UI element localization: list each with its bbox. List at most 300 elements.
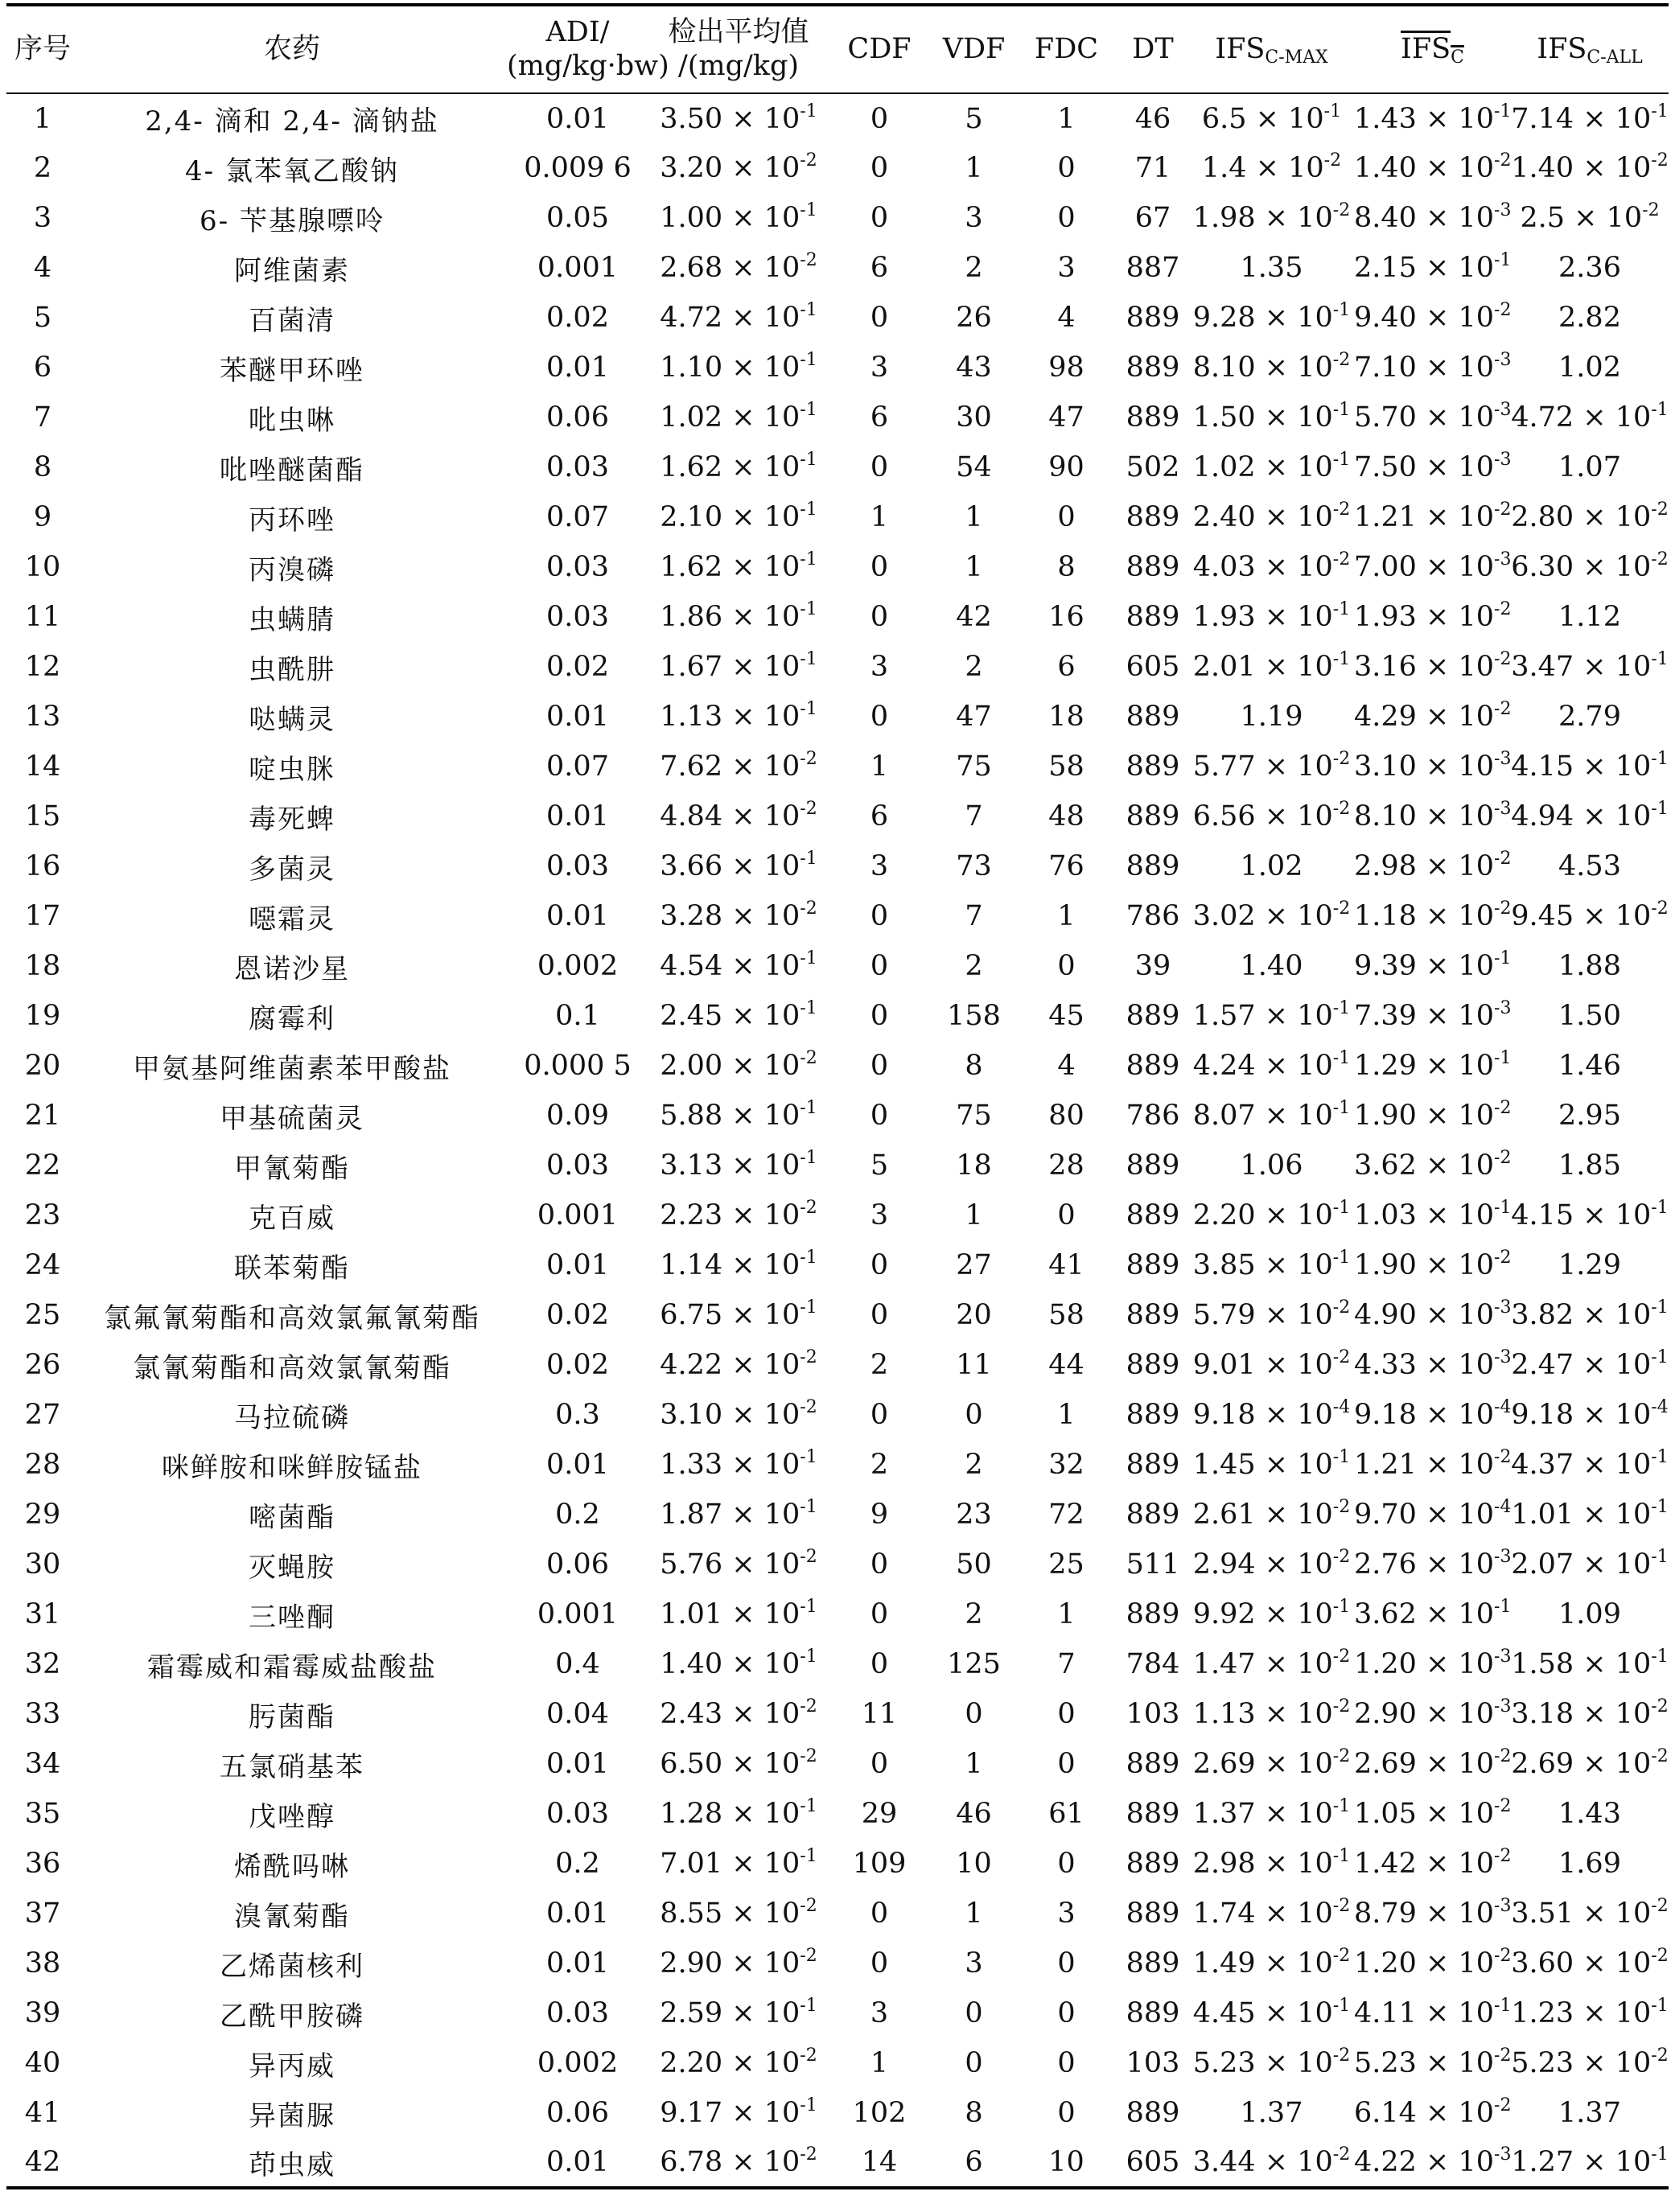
vdf-value: 73 <box>956 850 992 882</box>
ifs-max-value: $2.01 \times 10^{-1}$ <box>1192 649 1351 683</box>
ifs-max-value: $4.24 \times 10^{-1}$ <box>1192 1048 1351 1082</box>
row-no: 19 <box>24 1000 61 1032</box>
adi-value: 0.002 <box>537 2047 619 2079</box>
dt-value: 887 <box>1126 252 1180 284</box>
vdf-value: 47 <box>956 701 992 733</box>
dt-value: 889 <box>1126 800 1180 833</box>
exponent: -2 <box>1332 1746 1351 1766</box>
row-no: 37 <box>24 1897 61 1930</box>
exponent: -2 <box>1332 350 1351 370</box>
ifs-max-value: $5.77 \times 10^{-2}$ <box>1192 749 1351 783</box>
adi-value: 0.1 <box>555 1000 600 1032</box>
adi-value: 0.04 <box>546 1698 609 1730</box>
cdf-value: 0 <box>870 1000 889 1032</box>
ifs-max-value: $1.98 \times 10^{-2}$ <box>1192 200 1351 234</box>
dt-value: 889 <box>1126 1299 1180 1331</box>
exponent: -2 <box>1494 1746 1512 1766</box>
exponent: -1 <box>800 849 817 869</box>
dt-value: 67 <box>1134 202 1171 234</box>
exponent: -1 <box>1494 250 1512 270</box>
ifs-mean-value: $4.29 \times 10^{-2}$ <box>1354 699 1512 733</box>
ifs-all-value: 2.95 <box>1558 1100 1621 1132</box>
vdf-value: 75 <box>956 1100 992 1132</box>
cdf-value: 0 <box>870 1598 889 1630</box>
exponent: -3 <box>1494 350 1512 370</box>
cdf-value: 0 <box>870 601 889 633</box>
vdf-value: 50 <box>956 1548 992 1581</box>
ifs-max-value: 1.40 <box>1240 950 1303 982</box>
mean-value: $1.13 \times 10^{-1}$ <box>660 699 817 733</box>
fdc-value: 0 <box>1057 1997 1076 2029</box>
pesticide-name: 甲氰菊酯 <box>234 1152 350 1185</box>
pesticide-name: 联苯菊酯 <box>234 1252 350 1285</box>
row-no: 35 <box>24 1798 61 1830</box>
table-row <box>6 243 1669 293</box>
ifs-all-value: $2.69 \times 10^{-2}$ <box>1511 1746 1669 1780</box>
mean-value: $2.68 \times 10^{-2}$ <box>660 250 817 284</box>
ifs-mean-value: $7.00 \times 10^{-3}$ <box>1354 549 1512 583</box>
table-row <box>6 343 1669 393</box>
exponent: -2 <box>800 1048 817 1068</box>
cdf-value: 0 <box>870 551 889 583</box>
exponent: -2 <box>1494 500 1512 520</box>
ifs-all-value: 1.50 <box>1558 1000 1621 1032</box>
pesticide-name: 克百威 <box>249 1202 335 1235</box>
header-fdc: FDC <box>1016 5 1117 93</box>
pesticide-name: 丙环唑 <box>249 504 335 537</box>
exponent: -2 <box>1332 1347 1351 1367</box>
vdf-value: 75 <box>956 750 992 783</box>
fdc-value: 41 <box>1048 1249 1084 1281</box>
adi-value: 0.01 <box>546 352 609 384</box>
exponent: -2 <box>1651 1946 1669 1966</box>
table-row <box>6 1390 1669 1440</box>
vdf-value: 7 <box>965 900 983 932</box>
row-no: 11 <box>24 601 61 633</box>
header-mean-line2: /(mg/kg) <box>677 49 800 82</box>
ifs-mean-value: $4.90 \times 10^{-3}$ <box>1354 1297 1512 1331</box>
dt-value: 786 <box>1126 1100 1180 1132</box>
exponent: -3 <box>1494 749 1512 769</box>
header-cdf: CDF <box>827 5 932 93</box>
pesticide-name: 溴氰菊酯 <box>234 1900 350 1933</box>
exponent: -2 <box>1332 1946 1351 1966</box>
table-row <box>6 592 1669 642</box>
fdc-value: 58 <box>1048 750 1084 783</box>
ifs-mean-value: $7.39 \times 10^{-3}$ <box>1354 998 1512 1032</box>
mean-value: $6.75 \times 10^{-1}$ <box>660 1297 817 1331</box>
fdc-value: 1 <box>1057 1598 1076 1630</box>
exponent: -1 <box>800 200 817 220</box>
row-no: 30 <box>24 1548 61 1581</box>
ifs-max-value: $5.23 \times 10^{-2}$ <box>1192 2045 1351 2079</box>
pesticide-name: 异丙威 <box>249 2050 335 2082</box>
pesticide-name: 甲氨基阿维菌素苯甲酸盐 <box>133 1052 451 1085</box>
vdf-value: 0 <box>965 1698 983 1730</box>
exponent: -3 <box>1494 998 1512 1018</box>
ifs-mean-value: $1.43 \times 10^{-1}$ <box>1354 101 1512 135</box>
fdc-value: 76 <box>1048 850 1084 882</box>
exponent: -2 <box>1494 699 1512 719</box>
exponent: -1 <box>800 350 817 370</box>
exponent: -2 <box>1332 1647 1351 1667</box>
mean-value: $2.20 \times 10^{-2}$ <box>660 2045 817 2079</box>
dt-value: 889 <box>1126 601 1180 633</box>
exponent: -2 <box>1332 2144 1351 2165</box>
ifs-all-value: 1.69 <box>1558 1848 1621 1880</box>
exponent: -1 <box>1332 1098 1351 1118</box>
exponent: -1 <box>1651 2144 1669 2165</box>
exponent: -1 <box>800 300 817 320</box>
fdc-value: 18 <box>1048 701 1084 733</box>
adi-value: 0.2 <box>555 1848 600 1880</box>
table-row <box>6 2088 1669 2138</box>
exponent: -3 <box>1494 1347 1512 1367</box>
ifs-mean-value: $2.69 \times 10^{-2}$ <box>1354 1746 1512 1780</box>
pesticide-name: 噁霜灵 <box>249 902 335 935</box>
table-row <box>6 1789 1669 1839</box>
adi-value: 0.001 <box>537 252 619 284</box>
exponent: -3 <box>1494 1297 1512 1318</box>
exponent: -1 <box>800 500 817 520</box>
vdf-value: 42 <box>956 601 992 633</box>
table-row <box>6 791 1669 841</box>
ifs-max-value: $2.61 \times 10^{-2}$ <box>1192 1497 1351 1531</box>
exponent: -1 <box>800 1297 817 1318</box>
dt-value: 889 <box>1126 1249 1180 1281</box>
cdf-value: 2 <box>870 1349 889 1381</box>
exponent: -1 <box>800 1647 817 1667</box>
fdc-value: 47 <box>1048 401 1084 434</box>
exponent: -2 <box>800 1896 817 1916</box>
dt-value: 889 <box>1126 1598 1180 1630</box>
exponent: -1 <box>1332 649 1351 669</box>
pesticide-name: 4- 氯苯氧乙酸钠 <box>185 154 399 187</box>
header-ifs-all <box>1511 5 1669 93</box>
adi-value: 0.03 <box>546 601 609 633</box>
vdf-value: 10 <box>956 1848 992 1880</box>
header-pesticide: 农药 <box>79 5 505 93</box>
row-no: 24 <box>24 1249 61 1281</box>
vdf-value: 125 <box>947 1648 1001 1680</box>
adi-value: 0.01 <box>546 1249 609 1281</box>
ifs-max-value: $1.74 \times 10^{-2}$ <box>1192 1896 1351 1930</box>
mean-value: $1.40 \times 10^{-1}$ <box>660 1647 817 1680</box>
pesticide-name: 异菌脲 <box>249 2099 335 2132</box>
pesticide-name: 马拉硫磷 <box>234 1401 350 1434</box>
exponent: -1 <box>1494 1198 1512 1218</box>
dt-value: 889 <box>1126 551 1180 583</box>
exponent: -2 <box>1494 150 1512 171</box>
ifs-max-value: $1.50 \times 10^{-1}$ <box>1192 400 1351 434</box>
ifs-all-value: 1.07 <box>1558 451 1621 483</box>
table-row <box>6 2038 1669 2088</box>
ifs-max-value: $5.79 \times 10^{-2}$ <box>1192 1297 1351 1331</box>
pesticide-name: 啶虫脒 <box>249 753 335 786</box>
ifs-mean-value: $5.23 \times 10^{-2}$ <box>1354 2045 1512 2079</box>
table-row <box>6 1290 1669 1340</box>
vdf-value: 8 <box>965 1050 983 1082</box>
ifs-all-value: $4.94 \times 10^{-1}$ <box>1511 799 1669 833</box>
ifs-mean-value: $1.90 \times 10^{-2}$ <box>1354 1248 1512 1281</box>
exponent: -1 <box>1651 1547 1669 1567</box>
exponent: -1 <box>800 599 817 619</box>
pesticide-name: 吡虫啉 <box>249 404 335 437</box>
fdc-value: 4 <box>1057 1050 1076 1082</box>
ifs-all-value: $5.23 \times 10^{-2}$ <box>1511 2045 1669 2079</box>
exponent: -2 <box>1642 200 1660 220</box>
exponent: -2 <box>800 2144 817 2165</box>
ifs-all-value: 1.09 <box>1558 1598 1621 1630</box>
vdf-value: 1 <box>965 1199 983 1231</box>
row-no: 14 <box>24 750 61 783</box>
ifs-max-value: $3.44 \times 10^{-2}$ <box>1189 2138 1354 2188</box>
exponent: -2 <box>800 1397 817 1417</box>
ifs-all-value: $9.18 \times 10^{-4}$ <box>1511 1397 1669 1431</box>
pesticide-name: 6- 苄基腺嘌呤 <box>200 204 385 237</box>
fdc-value: 3 <box>1057 252 1076 284</box>
cdf-value: 0 <box>870 1249 889 1281</box>
exponent: -1 <box>1651 799 1669 819</box>
ifs-max-value: $8.10 \times 10^{-2}$ <box>1192 350 1351 384</box>
exponent: -2 <box>1651 150 1669 171</box>
ifs-max-value: $6.56 \times 10^{-2}$ <box>1192 799 1351 833</box>
ifs-max-value: $2.94 \times 10^{-2}$ <box>1192 1547 1351 1581</box>
table-row <box>6 1739 1669 1789</box>
ifs-mean-value: $3.62 \times 10^{-1}$ <box>1354 1597 1512 1630</box>
table-row <box>6 542 1669 592</box>
adi-value: 0.03 <box>546 1149 609 1182</box>
ifs-mean-value: $1.18 \times 10^{-2}$ <box>1354 898 1512 932</box>
exponent: -2 <box>1332 749 1351 769</box>
exponent: -1 <box>1651 649 1669 669</box>
dt-value: 889 <box>1126 1997 1180 2029</box>
dt-value: 786 <box>1126 900 1180 932</box>
table-row <box>6 2138 1669 2188</box>
ifs-all-value: 1.46 <box>1558 1050 1621 1082</box>
ifs-all-value: $4.15 \times 10^{-1}$ <box>1511 1198 1669 1231</box>
table-row <box>6 93 1669 143</box>
adi-value: 0.01 <box>505 2138 650 2188</box>
vdf-value: 0 <box>965 1997 983 2029</box>
adi-value: 0.01 <box>546 800 609 833</box>
ifs-mean-value: $1.05 \times 10^{-2}$ <box>1354 1796 1512 1830</box>
table-row <box>6 193 1669 243</box>
exponent: -1 <box>1651 1497 1669 1517</box>
vdf-value: 1 <box>965 1748 983 1780</box>
exponent: -3 <box>1494 1696 1512 1717</box>
ifs-all-value: $4.72 \times 10^{-1}$ <box>1511 400 1669 434</box>
cdf-value: 3 <box>870 1199 889 1231</box>
row-no: 34 <box>24 1748 61 1780</box>
row-no: 12 <box>24 651 61 683</box>
adi-value: 0.01 <box>546 1748 609 1780</box>
header-ifs-max-base: IFS <box>1215 32 1266 65</box>
pesticide-name: 三唑酮 <box>249 1601 335 1634</box>
row-no: 10 <box>24 551 61 583</box>
row-no: 17 <box>24 900 61 932</box>
table-row <box>6 1839 1669 1889</box>
exponent: -2 <box>1494 1148 1512 1168</box>
dt-value: 103 <box>1126 1698 1180 1730</box>
ifs-mean-value: $4.33 \times 10^{-3}$ <box>1354 1347 1512 1381</box>
header-ifs-mean-text: IFS <box>1401 32 1451 65</box>
ifs-all-value: $2.80 \times 10^{-2}$ <box>1511 500 1669 533</box>
dt-value: 889 <box>1126 1149 1180 1182</box>
pesticide-name: 氯氟氰菊酯和高效氯氟氰菊酯 <box>104 1301 480 1334</box>
exponent: -2 <box>1651 549 1669 569</box>
fdc-value: 90 <box>1048 451 1084 483</box>
pesticide-name: 毒死蜱 <box>249 803 335 836</box>
cdf-value: 9 <box>870 1499 889 1531</box>
vdf-value: 18 <box>956 1149 992 1182</box>
ifs-mean-value: $5.70 \times 10^{-3}$ <box>1354 400 1512 434</box>
exponent: -2 <box>1332 1696 1351 1717</box>
exponent: -2 <box>800 1946 817 1966</box>
ifs-mean-value: $8.40 \times 10^{-3}$ <box>1354 200 1512 234</box>
table-row <box>6 1240 1669 1290</box>
mean-value: $5.76 \times 10^{-2}$ <box>660 1547 817 1581</box>
cdf-value: 0 <box>870 1897 889 1930</box>
ifs-all-value: 2.36 <box>1558 252 1621 284</box>
adi-value: 0.03 <box>546 850 609 882</box>
row-no: 31 <box>24 1598 61 1630</box>
fdc-value: 72 <box>1048 1499 1084 1531</box>
fdc-value: 4 <box>1057 302 1076 334</box>
exponent: -1 <box>1651 1198 1669 1218</box>
fdc-value: 0 <box>1057 1698 1076 1730</box>
ifs-all-value: 2.79 <box>1558 701 1621 733</box>
exponent: -1 <box>1323 101 1342 121</box>
fdc-value: 0 <box>1057 2097 1076 2129</box>
cdf-value: 2 <box>870 1449 889 1481</box>
adi-value: 0.01 <box>546 1449 609 1481</box>
exponent: -3 <box>1494 799 1512 819</box>
ifs-all-value: 1.43 <box>1558 1798 1621 1830</box>
exponent: -1 <box>800 649 817 669</box>
dt-value: 889 <box>1126 1000 1180 1032</box>
exponent: -1 <box>800 1796 817 1816</box>
mean-value: $9.17 \times 10^{-1}$ <box>660 2095 817 2129</box>
table-row <box>6 1190 1669 1240</box>
ifs-max-value: 1.35 <box>1240 252 1303 284</box>
dt-value: 889 <box>1126 1199 1180 1231</box>
exponent: -2 <box>1332 799 1351 819</box>
mean-value: $5.88 \times 10^{-1}$ <box>660 1098 817 1132</box>
header-no: 序号 <box>6 5 79 93</box>
mean-value: $1.62 \times 10^{-1}$ <box>660 450 817 483</box>
mean-value: $1.87 \times 10^{-1}$ <box>660 1497 817 1531</box>
mean-value: $1.67 \times 10^{-1}$ <box>660 649 817 683</box>
ifs-all-value: 1.88 <box>1558 950 1621 982</box>
vdf-value: 5 <box>965 102 983 135</box>
row-no: 21 <box>24 1100 61 1132</box>
table-row <box>6 1490 1669 1540</box>
header-ifs-max-sub: C-MAX <box>1265 47 1328 68</box>
dt-value: 889 <box>1126 1897 1180 1930</box>
ifs-mean-value: $3.62 \times 10^{-2}$ <box>1354 1148 1512 1182</box>
row-no: 32 <box>24 1648 61 1680</box>
ifs-mean-value: $1.90 \times 10^{-2}$ <box>1354 1098 1512 1132</box>
ifs-max-value: $3.85 \times 10^{-1}$ <box>1192 1248 1351 1281</box>
exponent: -2 <box>800 1746 817 1766</box>
exponent: -1 <box>1332 1597 1351 1617</box>
exponent: -2 <box>1494 649 1512 669</box>
mean-value: $2.10 \times 10^{-1}$ <box>660 500 817 533</box>
exponent: -1 <box>800 1148 817 1168</box>
ifs-all-value: $4.37 \times 10^{-1}$ <box>1511 1447 1669 1481</box>
ifs-max-value: $2.20 \times 10^{-1}$ <box>1192 1198 1351 1231</box>
fdc-value: 25 <box>1048 1548 1084 1581</box>
mean-value: $7.01 \times 10^{-1}$ <box>660 1846 817 1880</box>
mean-value: $3.66 \times 10^{-1}$ <box>660 849 817 882</box>
cdf-value: 0 <box>870 451 889 483</box>
exponent: -2 <box>1332 1497 1351 1517</box>
cdf-value: 0 <box>870 1299 889 1331</box>
cdf-value: 0 <box>870 1648 889 1680</box>
pesticide-name: 乙烯菌核利 <box>220 1950 364 1983</box>
exponent: -2 <box>1494 898 1512 919</box>
exponent: -2 <box>1332 549 1351 569</box>
ifs-all-value: $6.30 \times 10^{-2}$ <box>1511 549 1669 583</box>
vdf-value: 43 <box>956 352 992 384</box>
exponent: -2 <box>800 2045 817 2066</box>
vdf-value: 7 <box>965 800 983 833</box>
fdc-value: 0 <box>1057 501 1076 533</box>
row-no: 23 <box>24 1199 61 1231</box>
ifs-all-value: $3.47 \times 10^{-1}$ <box>1511 649 1669 683</box>
ifs-max-value: $6.5 \times 10^{-1}$ <box>1201 101 1342 135</box>
mean-value: $1.86 \times 10^{-1}$ <box>660 599 817 633</box>
pesticide-name: 氯氰菊酯和高效氯氰菊酯 <box>133 1351 451 1384</box>
cdf-value: 0 <box>870 950 889 982</box>
cdf-value: 1 <box>870 2047 889 2079</box>
dt-value: 889 <box>1126 302 1180 334</box>
row-no: 6 <box>33 352 52 384</box>
exponent: -2 <box>1332 1547 1351 1567</box>
vdf-value: 2 <box>965 1598 983 1630</box>
ifs-max-value: 1.37 <box>1240 2097 1303 2129</box>
row-no: 40 <box>24 2047 61 2079</box>
pesticide-name: 阿维菌素 <box>234 254 350 287</box>
header-mean-line1: 检出平均值 <box>668 16 809 49</box>
cdf-value: 14 <box>827 2138 932 2188</box>
cdf-value: 0 <box>870 302 889 334</box>
fdc-value: 8 <box>1057 551 1076 583</box>
adi-value: 0.06 <box>546 2097 609 2129</box>
table-row <box>6 742 1669 791</box>
fdc-value: 10 <box>1016 2138 1117 2188</box>
cdf-value: 102 <box>852 2097 907 2129</box>
exponent: -1 <box>1651 1297 1669 1318</box>
exponent: -1 <box>1651 1347 1669 1367</box>
exponent: -2 <box>1332 200 1351 220</box>
adi-value: 0.06 <box>546 1548 609 1581</box>
cdf-value: 3 <box>870 1997 889 2029</box>
ifs-max-value: $1.93 \times 10^{-1}$ <box>1192 599 1351 633</box>
mean-value: $6.78 \times 10^{-2}$ <box>650 2138 827 2188</box>
ifs-mean-value: $1.20 \times 10^{-3}$ <box>1354 1647 1512 1680</box>
fdc-value: 28 <box>1048 1149 1084 1182</box>
ifs-mean-value: $7.50 \times 10^{-3}$ <box>1354 450 1512 483</box>
cdf-value: 5 <box>870 1149 889 1182</box>
row-no: 16 <box>24 850 61 882</box>
cdf-value: 3 <box>870 850 889 882</box>
cdf-value: 0 <box>870 1748 889 1780</box>
mean-value: $3.10 \times 10^{-2}$ <box>660 1397 817 1431</box>
vdf-value: 1 <box>965 501 983 533</box>
vdf-value: 158 <box>947 1000 1001 1032</box>
